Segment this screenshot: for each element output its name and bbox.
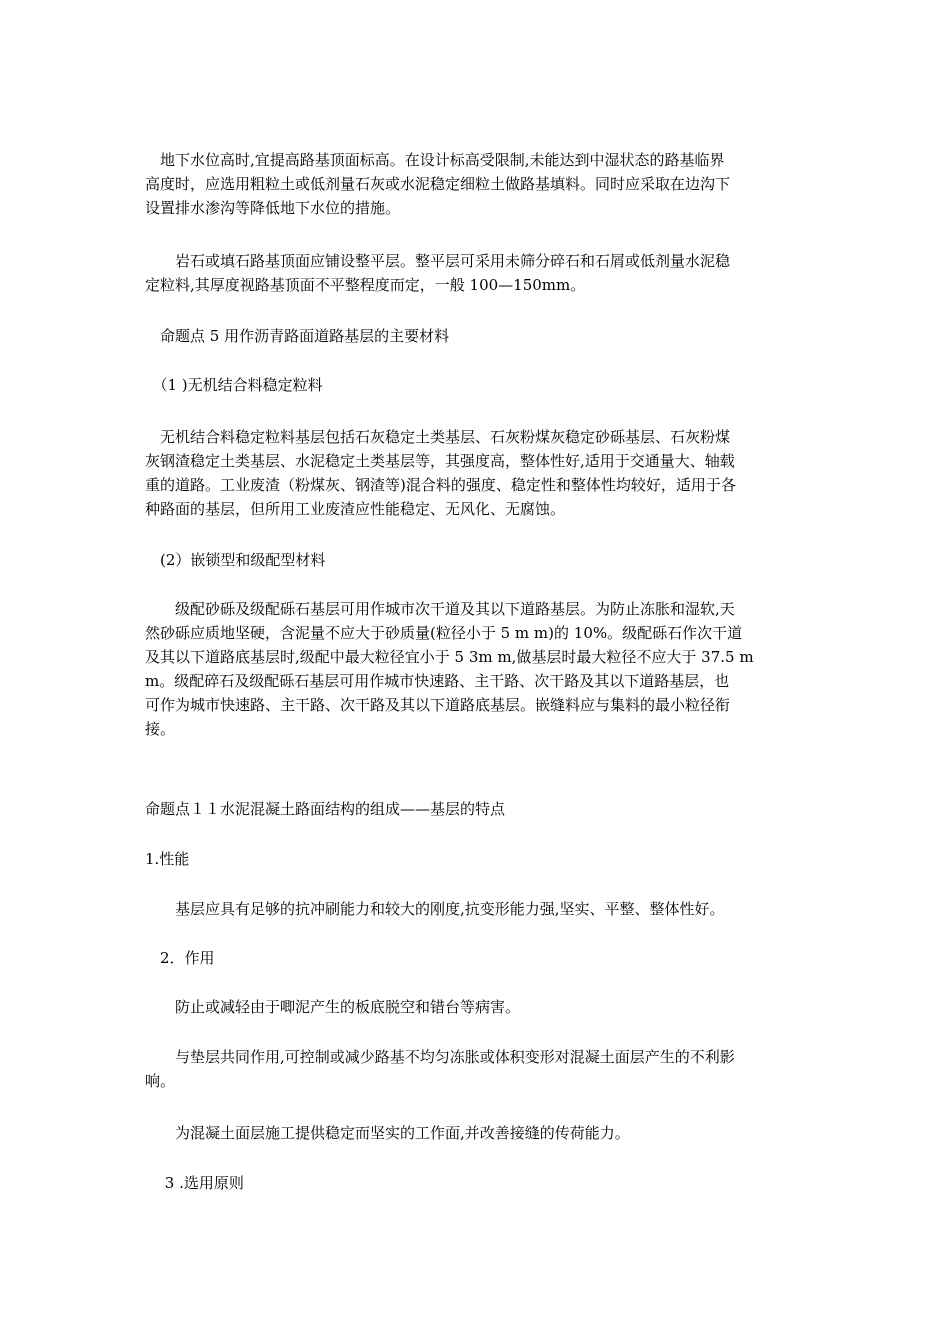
text-line: m。级配碎石及级配砾石基层可用作城市快速路、主干路、次干路及其以下道路基层，也 bbox=[145, 672, 730, 690]
heading-topic-11 bbox=[145, 797, 809, 821]
paragraph-function-1 bbox=[145, 995, 809, 1019]
text-line: 接。 bbox=[145, 720, 176, 738]
text-line: （1 )无机结合料稳定粒料 bbox=[145, 376, 323, 394]
text-line: 无机结合料稳定粒料基层包括石灰稳定土类基层、石灰粉煤灰稳定砂砾基层、石灰粉煤 bbox=[145, 428, 731, 446]
text-line: 高度时，应选用粗粒土或低剂量石灰或水泥稳定细粒土做路基填料。同时应采取在边沟下 bbox=[145, 175, 731, 193]
text-line: 岩石或填石路基顶面应铺设整平层。整平层可采用未筛分碎石和石屑或低剂量水泥稳 bbox=[145, 252, 731, 270]
text-line: 然砂砾应质地坚硬，含泥量不应大于砂质量(粒径小于 5 m m)的 10%。级配砾石作次干道 bbox=[145, 624, 743, 642]
text-line: 重的道路。工业废渣（粉煤灰、钢渣等)混合料的强度、稳定性和整体性均较好，适用于各 bbox=[145, 476, 736, 494]
text-line: 灰钢渣稳定土类基层、水泥稳定土类基层等，其强度高，整体性好,适用于交通量大、轴载 bbox=[145, 452, 735, 470]
text-line: 命题点１１水泥混凝土路面结构的组成——基层的特点 bbox=[145, 800, 506, 818]
paragraph-groundwater bbox=[145, 148, 809, 220]
text-line: 与垫层共同作用,可控制或减少路基不均匀冻胀或体积变形对混凝土面层产生的不利影 bbox=[145, 1048, 735, 1066]
text-line: 1.性能 bbox=[145, 850, 190, 868]
heading-performance bbox=[145, 847, 809, 871]
heading-function bbox=[145, 946, 809, 970]
paragraph-function-3 bbox=[145, 1121, 809, 1145]
heading-inorganic-binder bbox=[145, 373, 809, 397]
heading-selection-principle bbox=[145, 1171, 809, 1195]
text-line: 为混凝土面层施工提供稳定而坚实的工作面,并改善接缝的传荷能力。 bbox=[145, 1124, 630, 1142]
text-line: 防止或减轻由于唧泥产生的板底脱空和错台等病害。 bbox=[145, 998, 521, 1016]
text-line: 2．作用 bbox=[145, 949, 215, 967]
paragraph-inorganic-binder bbox=[145, 425, 809, 521]
paragraph-graded-gravel bbox=[145, 597, 809, 741]
text-line: 响。 bbox=[145, 1072, 176, 1090]
paragraph-performance bbox=[145, 897, 809, 921]
paragraph-function-2 bbox=[145, 1045, 809, 1093]
text-line: 设置排水渗沟等降低地下水位的措施。 bbox=[145, 199, 401, 217]
text-line: 地下水位高时,宜提高路基顶面标高。在设计标高受限制,未能达到中湿状态的路基临界 bbox=[145, 151, 725, 169]
text-line: 及其以下道路底基层时,级配中最大粒径宜小于 5 3m m,做基层时最大粒径不应大于 37.5 m bbox=[145, 648, 754, 666]
text-line: 级配砂砾及级配砾石基层可用作城市次干道及其以下道路基层。为防止冻胀和湿软,天 bbox=[145, 600, 735, 618]
heading-topic-5 bbox=[145, 324, 809, 348]
text-line: 种路面的基层，但所用工业废渣应性能稳定、无风化、无腐蚀。 bbox=[145, 500, 566, 518]
paragraph-leveling-layer bbox=[145, 249, 809, 297]
text-line: (2）嵌锁型和级配型材料 bbox=[145, 551, 326, 569]
text-line: 命题点 5 用作沥青路面道路基层的主要材料 bbox=[145, 327, 450, 345]
heading-interlock-graded bbox=[145, 548, 809, 572]
text-line: 3 .选用原则 bbox=[145, 1174, 244, 1192]
text-line: 可作为城市快速路、主干路、次干路及其以下道路底基层。嵌缝料应与集料的最小粒径衔 bbox=[145, 696, 731, 714]
text-line: 基层应具有足够的抗冲刷能力和较大的刚度,抗变形能力强,坚实、平整、整体性好。 bbox=[145, 900, 725, 918]
text-line: 定粒料,其厚度视路基顶面不平整程度而定，一般 100—150mm。 bbox=[145, 276, 586, 294]
